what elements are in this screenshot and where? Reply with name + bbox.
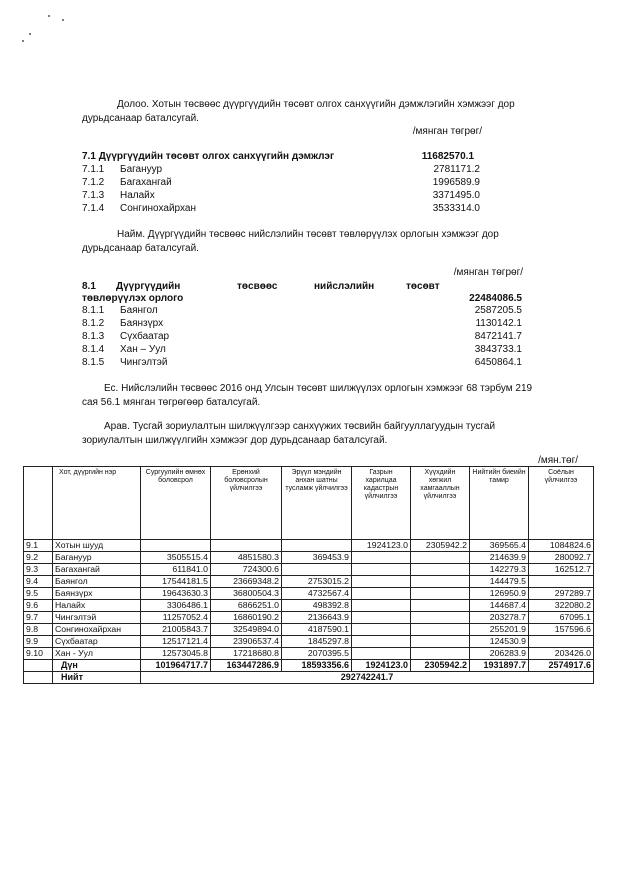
row-number: 9.8: [24, 624, 53, 636]
row-number: 9.10: [24, 648, 53, 660]
table-grand-row: [24, 672, 594, 684]
header-num: [24, 467, 53, 540]
item-value: 3371495.0: [432, 190, 480, 201]
row-value: 12573045.8: [141, 648, 211, 660]
item-label: Багахангай: [120, 177, 172, 188]
row-number: 9.3: [24, 564, 53, 576]
total-cell: 163447286.9: [211, 660, 282, 672]
ec-line2: сая 56.1 мянган төгрөгөөр баталсугай.: [82, 397, 261, 408]
intro7-line1: Долоо. Хотын төсвөөс дүүргүүдийн төсөвт олгох санхүүгийн дэмжлэгийн хэмжээг дор: [117, 99, 515, 110]
ec-line1: Ес. Нийслэлийн төсвөөс 2016 онд Улсын төсөвт шилжүүлэх орлогын хэмжээг 68 тэрбум 219: [104, 383, 533, 394]
list-item: [82, 177, 482, 189]
row-value: 16860190.2: [211, 612, 282, 624]
row-value: [282, 564, 352, 576]
table-row: [24, 588, 594, 600]
row-value: 4732567.4: [282, 588, 352, 600]
table-row: [24, 600, 594, 612]
row-value: [352, 576, 411, 588]
row-value: 2753015.2: [282, 576, 352, 588]
sec7-heading-num: 7.1: [82, 151, 96, 162]
arav-line1: Арав. Тусгай зориулалтын шилжүүлгээр санхүүжих төсвийн байгууллагуудын тусгай: [104, 421, 496, 432]
row-value: 11257052.4: [141, 612, 211, 624]
sec8-heading-word: төсвөөс: [237, 281, 278, 292]
row-value: 17544181.5: [141, 576, 211, 588]
item-num: 8.1.2: [82, 318, 105, 329]
list-item: [82, 203, 482, 215]
table-total-row: [24, 660, 594, 672]
section-7-intro: [82, 98, 582, 126]
row-value: 12517121.4: [141, 636, 211, 648]
item-value: 1996589.9: [432, 177, 480, 188]
item-value: 1130142.1: [475, 318, 522, 329]
row-value: 157596.6: [529, 624, 594, 636]
transfer-table: [23, 466, 594, 684]
header-culture: Соёлын үйлчилгээ: [529, 467, 594, 540]
item-num: 7.1.2: [82, 177, 105, 188]
scan-speck: [62, 19, 64, 21]
section-9-text: [82, 382, 582, 410]
row-number: 9.5: [24, 588, 53, 600]
header-land: Газрын харилцаа кадастрын үйлчилгээ: [352, 467, 411, 540]
item-label: Багануур: [120, 164, 163, 175]
row-district: Баянзүрх: [53, 588, 141, 600]
list-item: [82, 318, 522, 330]
arav-line2: зориулалтын шилжүүлгийн хэмжээг дор дурьдсанаар баталсугай.: [82, 435, 388, 446]
item-num: 8.1.3: [82, 331, 105, 342]
row-district: Багахангай: [53, 564, 141, 576]
scan-speck: [22, 40, 24, 42]
unit-label-10: /мян.төг/: [538, 455, 578, 466]
total-cell: 101964717.7: [141, 660, 211, 672]
row-value: 23669348.2: [211, 576, 282, 588]
unit-label-8: /мянган төгрөг/: [453, 267, 523, 278]
total-cell: 18593356.6: [282, 660, 352, 672]
row-value: 369565.4: [470, 540, 529, 552]
list-item: [82, 164, 482, 176]
row-district: Налайх: [53, 600, 141, 612]
item-value: 8472141.7: [474, 331, 522, 342]
list-item: [82, 331, 522, 343]
row-value: [411, 648, 470, 660]
item-value: 2587205.5: [474, 305, 522, 316]
section-8-intro: [82, 228, 582, 256]
row-value: 369453.9: [282, 552, 352, 564]
row-value: 142279.3: [470, 564, 529, 576]
item-value: 3533314.0: [432, 203, 480, 214]
table-row: [24, 636, 594, 648]
row-number: 9.7: [24, 612, 53, 624]
item-value: 6450864.1: [474, 357, 522, 368]
header-gen-edu: Ерөнхий боловсролын үйлчилгээ: [211, 467, 282, 540]
row-value: [411, 588, 470, 600]
sec8-heading-word: Дүүргүүдийн: [116, 281, 181, 292]
grand-label: Нийт: [53, 672, 141, 684]
row-value: [141, 540, 211, 552]
section-10-text: [82, 420, 582, 448]
total-cell: 2305942.2: [411, 660, 470, 672]
sec7-heading: [82, 151, 482, 163]
row-value: 144687.4: [470, 600, 529, 612]
row-value: 255201.9: [470, 624, 529, 636]
row-value: 203426.0: [529, 648, 594, 660]
row-value: 724300.6: [211, 564, 282, 576]
row-value: 611841.0: [141, 564, 211, 576]
unit-label-7: /мянган төгрөг/: [412, 126, 482, 137]
row-value: 214639.9: [470, 552, 529, 564]
row-value: 126950.9: [470, 588, 529, 600]
row-number: 9.1: [24, 540, 53, 552]
item-num: 8.1.1: [82, 305, 105, 316]
sec8-heading-line2: [82, 293, 522, 305]
item-value: 3843733.1: [474, 344, 522, 355]
row-district: Багануур: [53, 552, 141, 564]
row-value: [352, 552, 411, 564]
header-child: Хүүхдийн хөгжил хамгааллын үйлчилгээ: [411, 467, 470, 540]
sec8-heading-value: 22484086.5: [469, 293, 522, 304]
item-label: Налайх: [120, 190, 155, 201]
table-row: [24, 576, 594, 588]
total-cell: 1924123.0: [352, 660, 411, 672]
row-value: [529, 576, 594, 588]
item-num: 7.1.1: [82, 164, 105, 175]
row-value: 3505515.4: [141, 552, 211, 564]
row-number: 9.6: [24, 600, 53, 612]
row-number: 9.2: [24, 552, 53, 564]
row-value: 322080.2: [529, 600, 594, 612]
row-value: [411, 624, 470, 636]
list-item: [82, 190, 482, 202]
row-value: 36800504.3: [211, 588, 282, 600]
total-cell: 1931897.7: [470, 660, 529, 672]
row-value: 162512.7: [529, 564, 594, 576]
row-value: [211, 540, 282, 552]
table-row: [24, 564, 594, 576]
row-value: [529, 636, 594, 648]
list-item: [82, 344, 522, 356]
table-row: [24, 648, 594, 660]
table-row: [24, 540, 594, 552]
item-label: Баянзүрх: [120, 318, 164, 329]
row-value: 23906537.4: [211, 636, 282, 648]
table-row: [24, 612, 594, 624]
row-value: [411, 564, 470, 576]
item-num: 7.1.3: [82, 190, 105, 201]
sec8-heading: [82, 281, 522, 293]
row-value: [352, 564, 411, 576]
item-label: Хан – Уул: [120, 344, 166, 355]
row-number: 9.9: [24, 636, 53, 648]
table-header-row: [24, 467, 594, 540]
row-district: Хотын шууд: [53, 540, 141, 552]
row-value: 297289.7: [529, 588, 594, 600]
header-district: Хот, дүүргийн нэр: [53, 467, 141, 540]
sec7-heading-label: Дүүргүүдийн төсөвт олгох санхүүгийн дэмжлэг: [98, 151, 335, 162]
row-value: 21005843.7: [141, 624, 211, 636]
header-school: Сургуулийн өмнөх боловсрол: [141, 467, 211, 540]
row-value: 3306486.1: [141, 600, 211, 612]
grand-value: 292742241.7: [141, 672, 594, 684]
row-district: Хан - Уул: [53, 648, 141, 660]
item-num: 7.1.4: [82, 203, 105, 214]
row-value: 32549894.0: [211, 624, 282, 636]
header-public: Нийтийн биеийн тамир: [470, 467, 529, 540]
row-value: [411, 552, 470, 564]
list-item: [82, 305, 522, 317]
total-label: Дүн: [53, 660, 141, 672]
row-value: 1084824.6: [529, 540, 594, 552]
row-value: 144479.5: [470, 576, 529, 588]
intro7-line2: дурьдсанаар баталсугай.: [82, 113, 199, 124]
table-row: [24, 624, 594, 636]
row-value: 6866251.0: [211, 600, 282, 612]
row-value: 17218680.8: [211, 648, 282, 660]
item-value: 2781171.2: [433, 164, 480, 175]
scan-speck: [29, 33, 31, 35]
scan-speck: [48, 15, 50, 17]
header-health: Эрүүл мэндийн анхан шатны тусламж үйлчилгээ: [282, 467, 352, 540]
item-label: Чингэлтэй: [120, 357, 168, 368]
item-num: 8.1.4: [82, 344, 105, 355]
sec8-heading-num: 8.1: [82, 281, 96, 292]
item-label: Сонгинохайрхан: [120, 203, 196, 214]
row-value: 498392.8: [282, 600, 352, 612]
row-value: 67095.1: [529, 612, 594, 624]
row-number: 9.4: [24, 576, 53, 588]
sec8-heading-label: төвлөрүүлэх орлого: [82, 293, 184, 304]
total-cell: 2574917.6: [529, 660, 594, 672]
sec8-heading-word: төсөвт: [406, 281, 440, 292]
row-value: 2136643.9: [282, 612, 352, 624]
intro8-line1: Найм. Дүүргүүдийн төсвөөс нийслэлийн төсөвт төвлөрүүлэх орлогын хэмжээг дор: [117, 229, 499, 240]
row-value: 124530.9: [470, 636, 529, 648]
row-value: [411, 636, 470, 648]
row-value: 4851580.3: [211, 552, 282, 564]
row-value: [282, 540, 352, 552]
grand-num: [24, 672, 53, 684]
row-value: [352, 636, 411, 648]
item-num: 8.1.5: [82, 357, 105, 368]
sec7-heading-value: 11682570.1: [421, 151, 474, 162]
row-value: 19643630.3: [141, 588, 211, 600]
row-value: [411, 600, 470, 612]
row-value: [352, 624, 411, 636]
row-district: Чингэлтэй: [53, 612, 141, 624]
item-label: Сүхбаатар: [120, 331, 170, 342]
list-item: [82, 357, 522, 369]
table-body: [24, 540, 594, 660]
row-value: 206283.9: [470, 648, 529, 660]
item-label: Баянгол: [120, 305, 158, 316]
row-value: [411, 612, 470, 624]
total-num: [24, 660, 53, 672]
sec8-heading-word: нийслэлийн: [314, 281, 375, 292]
row-value: [352, 600, 411, 612]
row-value: [352, 648, 411, 660]
row-value: 2070395.5: [282, 648, 352, 660]
row-value: 1845297.8: [282, 636, 352, 648]
row-value: [411, 576, 470, 588]
row-value: [352, 588, 411, 600]
table-row: [24, 552, 594, 564]
row-value: 2305942.2: [411, 540, 470, 552]
row-district: Сонгинохайрхан: [53, 624, 141, 636]
row-value: 203278.7: [470, 612, 529, 624]
row-value: [352, 612, 411, 624]
row-district: Сүхбаатар: [53, 636, 141, 648]
intro8-line2: дурьдсанаар баталсугай.: [82, 243, 199, 254]
row-value: 280092.7: [529, 552, 594, 564]
row-value: 1924123.0: [352, 540, 411, 552]
row-district: Баянгол: [53, 576, 141, 588]
row-value: 4187590.1: [282, 624, 352, 636]
